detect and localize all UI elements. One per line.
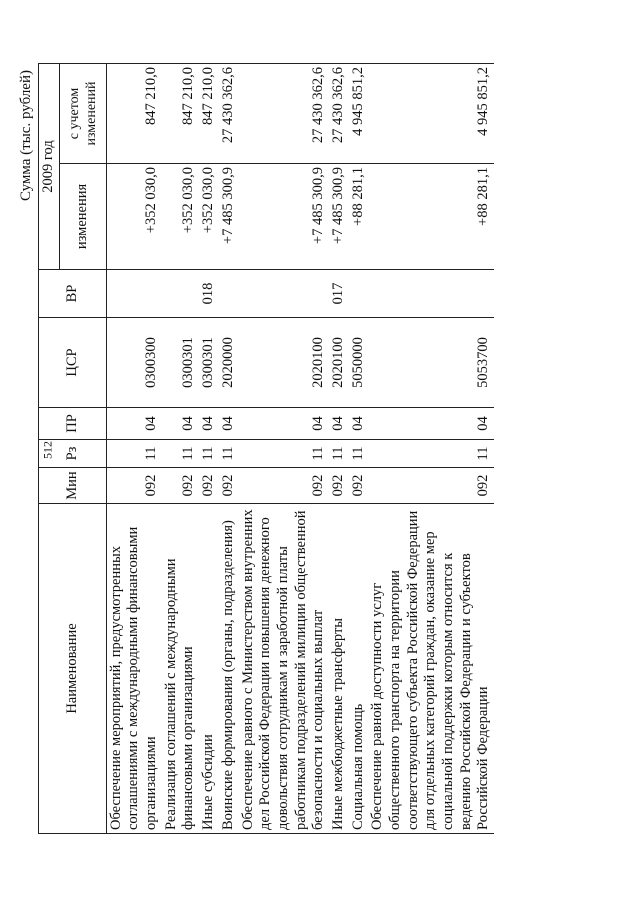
cell-min: 092	[199, 468, 219, 504]
cell-vr	[239, 270, 329, 318]
table-row	[349, 63, 369, 833]
cell-name: Иные субсидии	[199, 504, 219, 834]
header-with-changes: с учетом изменений	[59, 63, 106, 163]
cell-csr: 5050000	[349, 318, 369, 408]
cell-vr: 018	[199, 270, 219, 318]
cell-total: 4 945 851,2	[368, 63, 494, 163]
table-row	[199, 63, 219, 833]
cell-change: +88 281,1	[368, 164, 494, 270]
header-name: Наименование	[39, 504, 107, 834]
header-csr: ЦСР	[39, 318, 107, 408]
cell-total: 847 210,0	[162, 63, 199, 163]
cell-name: Иные межбюджетные трансферты	[329, 504, 349, 834]
cell-total: 847 210,0	[106, 63, 162, 163]
cell-csr: 2020000	[219, 318, 239, 408]
cell-total: 27 430 362,6	[239, 63, 329, 163]
cell-min: 092	[162, 468, 199, 504]
cell-pr: 04	[329, 408, 349, 440]
cell-change: +352 030,0	[199, 164, 219, 270]
cell-pr: 04	[162, 408, 199, 440]
cell-rz: 11	[106, 440, 162, 468]
cell-rz: 11	[368, 440, 494, 468]
cell-total: 27 430 362,6	[329, 63, 349, 163]
budget-table	[38, 63, 494, 834]
cell-pr: 04	[219, 408, 239, 440]
cell-pr: 04	[106, 408, 162, 440]
cell-rz: 11	[329, 440, 349, 468]
cell-name: Обеспечение равного с Министерством внутренних дел Российской Федерации повышения денежного довольствия сотрудникам и заработной платы работникам подразделений милиции общественной безопасности и социальных выплат	[239, 504, 329, 834]
cell-name: Обеспечение равной доступности услуг общественного транспорта на территории соответствующего субъекта Российской Федерации для отдельных категорий граждан, оказание мер социальной поддержки которым относится к ведению Российской Федерации и субъектов Российской Федерации	[368, 504, 494, 834]
cell-name: Реализация соглашений с международными финансовыми организациями	[162, 504, 199, 834]
cell-min: 092	[349, 468, 369, 504]
table-row	[219, 63, 239, 833]
cell-vr	[219, 270, 239, 318]
header-rz: Рз	[39, 440, 107, 468]
table-body	[106, 63, 494, 833]
cell-total: 847 210,0	[199, 63, 219, 163]
cell-csr: 0300301	[162, 318, 199, 408]
cell-pr: 04	[368, 408, 494, 440]
cell-pr: 04	[239, 408, 329, 440]
cell-csr: 2020100	[239, 318, 329, 408]
cell-vr: 017	[329, 270, 349, 318]
cell-vr	[106, 270, 162, 318]
table-row	[368, 63, 494, 833]
unit-caption: Сумма (тыс. рублей)	[18, 70, 34, 202]
cell-csr: 0300301	[199, 318, 219, 408]
cell-csr: 5053700	[368, 318, 494, 408]
cell-rz: 11	[349, 440, 369, 468]
cell-csr: 2020100	[329, 318, 349, 408]
cell-min: 092	[219, 468, 239, 504]
page-number-text: 512	[40, 441, 55, 459]
cell-min: 092	[368, 468, 494, 504]
cell-change: +7 485 300,9	[329, 164, 349, 270]
cell-vr	[349, 270, 369, 318]
cell-total: 27 430 362,6	[219, 63, 239, 163]
cell-change: +7 485 300,9	[219, 164, 239, 270]
cell-total: 4 945 851,2	[349, 63, 369, 163]
rotated-page-content	[20, 50, 520, 850]
cell-name: Обеспечение мероприятий, предусмотренных соглашениями с международными финансовыми организациями	[106, 504, 162, 834]
cell-change: +88 281,1	[349, 164, 369, 270]
table-row	[162, 63, 199, 833]
cell-pr: 04	[199, 408, 219, 440]
cell-rz: 11	[199, 440, 219, 468]
cell-change: +352 030,0	[106, 164, 162, 270]
table-row	[106, 63, 162, 833]
cell-rz: 11	[219, 440, 239, 468]
table-row	[239, 63, 329, 833]
cell-min: 092	[329, 468, 349, 504]
cell-rz: 11	[162, 440, 199, 468]
header-vr: ВР	[39, 270, 107, 318]
cell-rz: 11	[239, 440, 329, 468]
cell-min: 092	[239, 468, 329, 504]
cell-min: 092	[106, 468, 162, 504]
cell-vr	[162, 270, 199, 318]
header-year: 2009 год	[39, 63, 60, 269]
cell-change: +352 030,0	[162, 164, 199, 270]
cell-csr: 0300300	[106, 318, 162, 408]
header-pr: ПР	[39, 408, 107, 440]
cell-change: +7 485 300,9	[239, 164, 329, 270]
header-changes: изменения	[59, 164, 106, 270]
header-min: Мин	[39, 468, 107, 504]
table-row	[329, 63, 349, 833]
cell-name: Воинские формирования (органы, подразделения)	[219, 504, 239, 834]
cell-vr	[368, 270, 494, 318]
cell-pr: 04	[349, 408, 369, 440]
cell-name: Социальная помощь	[349, 504, 369, 834]
